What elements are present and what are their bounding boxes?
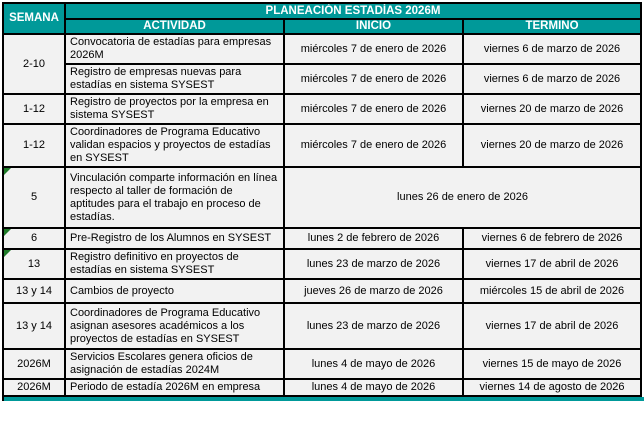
inicio-cell[interactable]: miércoles 7 de enero de 2026 <box>284 34 463 64</box>
termino-cell[interactable]: viernes 20 de marzo de 2026 <box>463 124 641 167</box>
termino-cell[interactable]: viernes 20 de marzo de 2026 <box>463 94 641 124</box>
inicio-cell[interactable]: lunes 4 de mayo de 2026 <box>284 349 463 379</box>
error-indicator-icon <box>4 250 11 257</box>
table-row <box>3 64 641 94</box>
table-row <box>3 249 641 279</box>
inicio-cell[interactable]: miércoles 7 de enero de 2026 <box>284 64 463 94</box>
semana-cell[interactable]: 2026M <box>3 349 65 379</box>
semana-cell[interactable]: 1-12 <box>3 94 65 124</box>
actividad-cell[interactable]: Coordinadores de Programa Educativo asignan asesores académicos a los proyectos de estadías en SYSEST <box>65 303 284 349</box>
actividad-cell[interactable]: Coordinadores de Programa Educativo validan espacios y proyectos de estadías en SYSEST <box>65 124 284 167</box>
termino-cell[interactable]: viernes 14 de agosto de 2026 <box>463 379 641 396</box>
planeacion-estadias-table <box>2 2 642 397</box>
table-row <box>3 303 641 349</box>
semana-value: 6 <box>30 232 38 244</box>
error-indicator-icon <box>4 168 11 175</box>
semana-cell[interactable] <box>3 228 65 249</box>
header-actividad[interactable]: ACTIVIDAD <box>65 19 284 34</box>
inicio-cell[interactable]: lunes 23 de marzo de 2026 <box>284 303 463 349</box>
header-semana[interactable]: SEMANA <box>3 3 65 34</box>
table-row <box>3 228 641 249</box>
semana-cell[interactable]: 1-12 <box>3 124 65 167</box>
table-row <box>3 379 641 396</box>
actividad-cell[interactable]: Registro de empresas nuevas para estadías en sistema SYSEST <box>65 64 284 94</box>
actividad-cell[interactable]: Registro definitivo en proyectos de estadías en sistema SYSEST <box>65 249 284 279</box>
table-row <box>3 124 641 167</box>
inicio-cell[interactable]: lunes 2 de febrero de 2026 <box>284 228 463 249</box>
semana-cell[interactable] <box>3 249 65 279</box>
semana-cell[interactable] <box>3 167 65 228</box>
spreadsheet-area <box>2 2 642 401</box>
semana-cell[interactable]: 13 y 14 <box>3 303 65 349</box>
inicio-cell[interactable]: miércoles 7 de enero de 2026 <box>284 94 463 124</box>
inicio-cell[interactable]: miércoles 7 de enero de 2026 <box>284 124 463 167</box>
termino-cell[interactable]: miércoles 15 de abril de 2026 <box>463 279 641 303</box>
actividad-cell[interactable]: Vinculación comparte información en línea respecto al taller de formación de aptitudes para el trabajo en proceso de estadías. <box>65 167 284 228</box>
semana-value: 5 <box>30 191 38 203</box>
termino-cell[interactable]: viernes 6 de marzo de 2026 <box>463 64 641 94</box>
table-row <box>3 34 641 64</box>
semana-cell[interactable]: 2026M <box>3 379 65 396</box>
header-inicio[interactable]: INICIO <box>284 19 463 34</box>
inicio-cell[interactable]: lunes 23 de marzo de 2026 <box>284 249 463 279</box>
termino-cell[interactable]: viernes 15 de mayo de 2026 <box>463 349 641 379</box>
actividad-cell[interactable]: Servicios Escolares genera oficios de asignación de estadías 2024M <box>65 349 284 379</box>
table-row <box>3 279 641 303</box>
semana-value: 13 <box>27 257 41 270</box>
termino-cell[interactable]: viernes 6 de febrero de 2026 <box>463 228 641 249</box>
actividad-cell[interactable]: Registro de proyectos por la empresa en sistema SYSEST <box>65 94 284 124</box>
inicio-cell[interactable]: lunes 4 de mayo de 2026 <box>284 379 463 396</box>
semana-cell[interactable]: 13 y 14 <box>3 279 65 303</box>
table-title[interactable]: PLANEACIÓN ESTADÍAS 2026M <box>65 3 641 19</box>
semana-cell[interactable]: 2-10 <box>3 34 65 94</box>
actividad-cell[interactable]: Convocatoria de estadías para empresas 2026M <box>65 34 284 64</box>
actividad-cell[interactable]: Periodo de estadía 2026M en empresa <box>65 379 284 396</box>
table-row <box>3 349 641 379</box>
termino-cell[interactable]: viernes 17 de abril de 2026 <box>463 249 641 279</box>
termino-cell[interactable]: viernes 17 de abril de 2026 <box>463 303 641 349</box>
termino-cell[interactable]: viernes 6 de marzo de 2026 <box>463 34 641 64</box>
header-termino[interactable]: TÉRMINO <box>463 19 641 34</box>
error-indicator-icon <box>4 229 11 236</box>
next-section-header-strip <box>2 397 644 401</box>
table-row <box>3 94 641 124</box>
actividad-cell[interactable]: Cambios de proyecto <box>65 279 284 303</box>
table-row <box>3 167 641 228</box>
inicio-cell[interactable]: jueves 26 de marzo de 2026 <box>284 279 463 303</box>
actividad-cell[interactable]: Pre-Registro de los Alumnos en SYSEST <box>65 228 284 249</box>
fecha-cell[interactable]: lunes 26 de enero de 2026 <box>284 167 641 228</box>
